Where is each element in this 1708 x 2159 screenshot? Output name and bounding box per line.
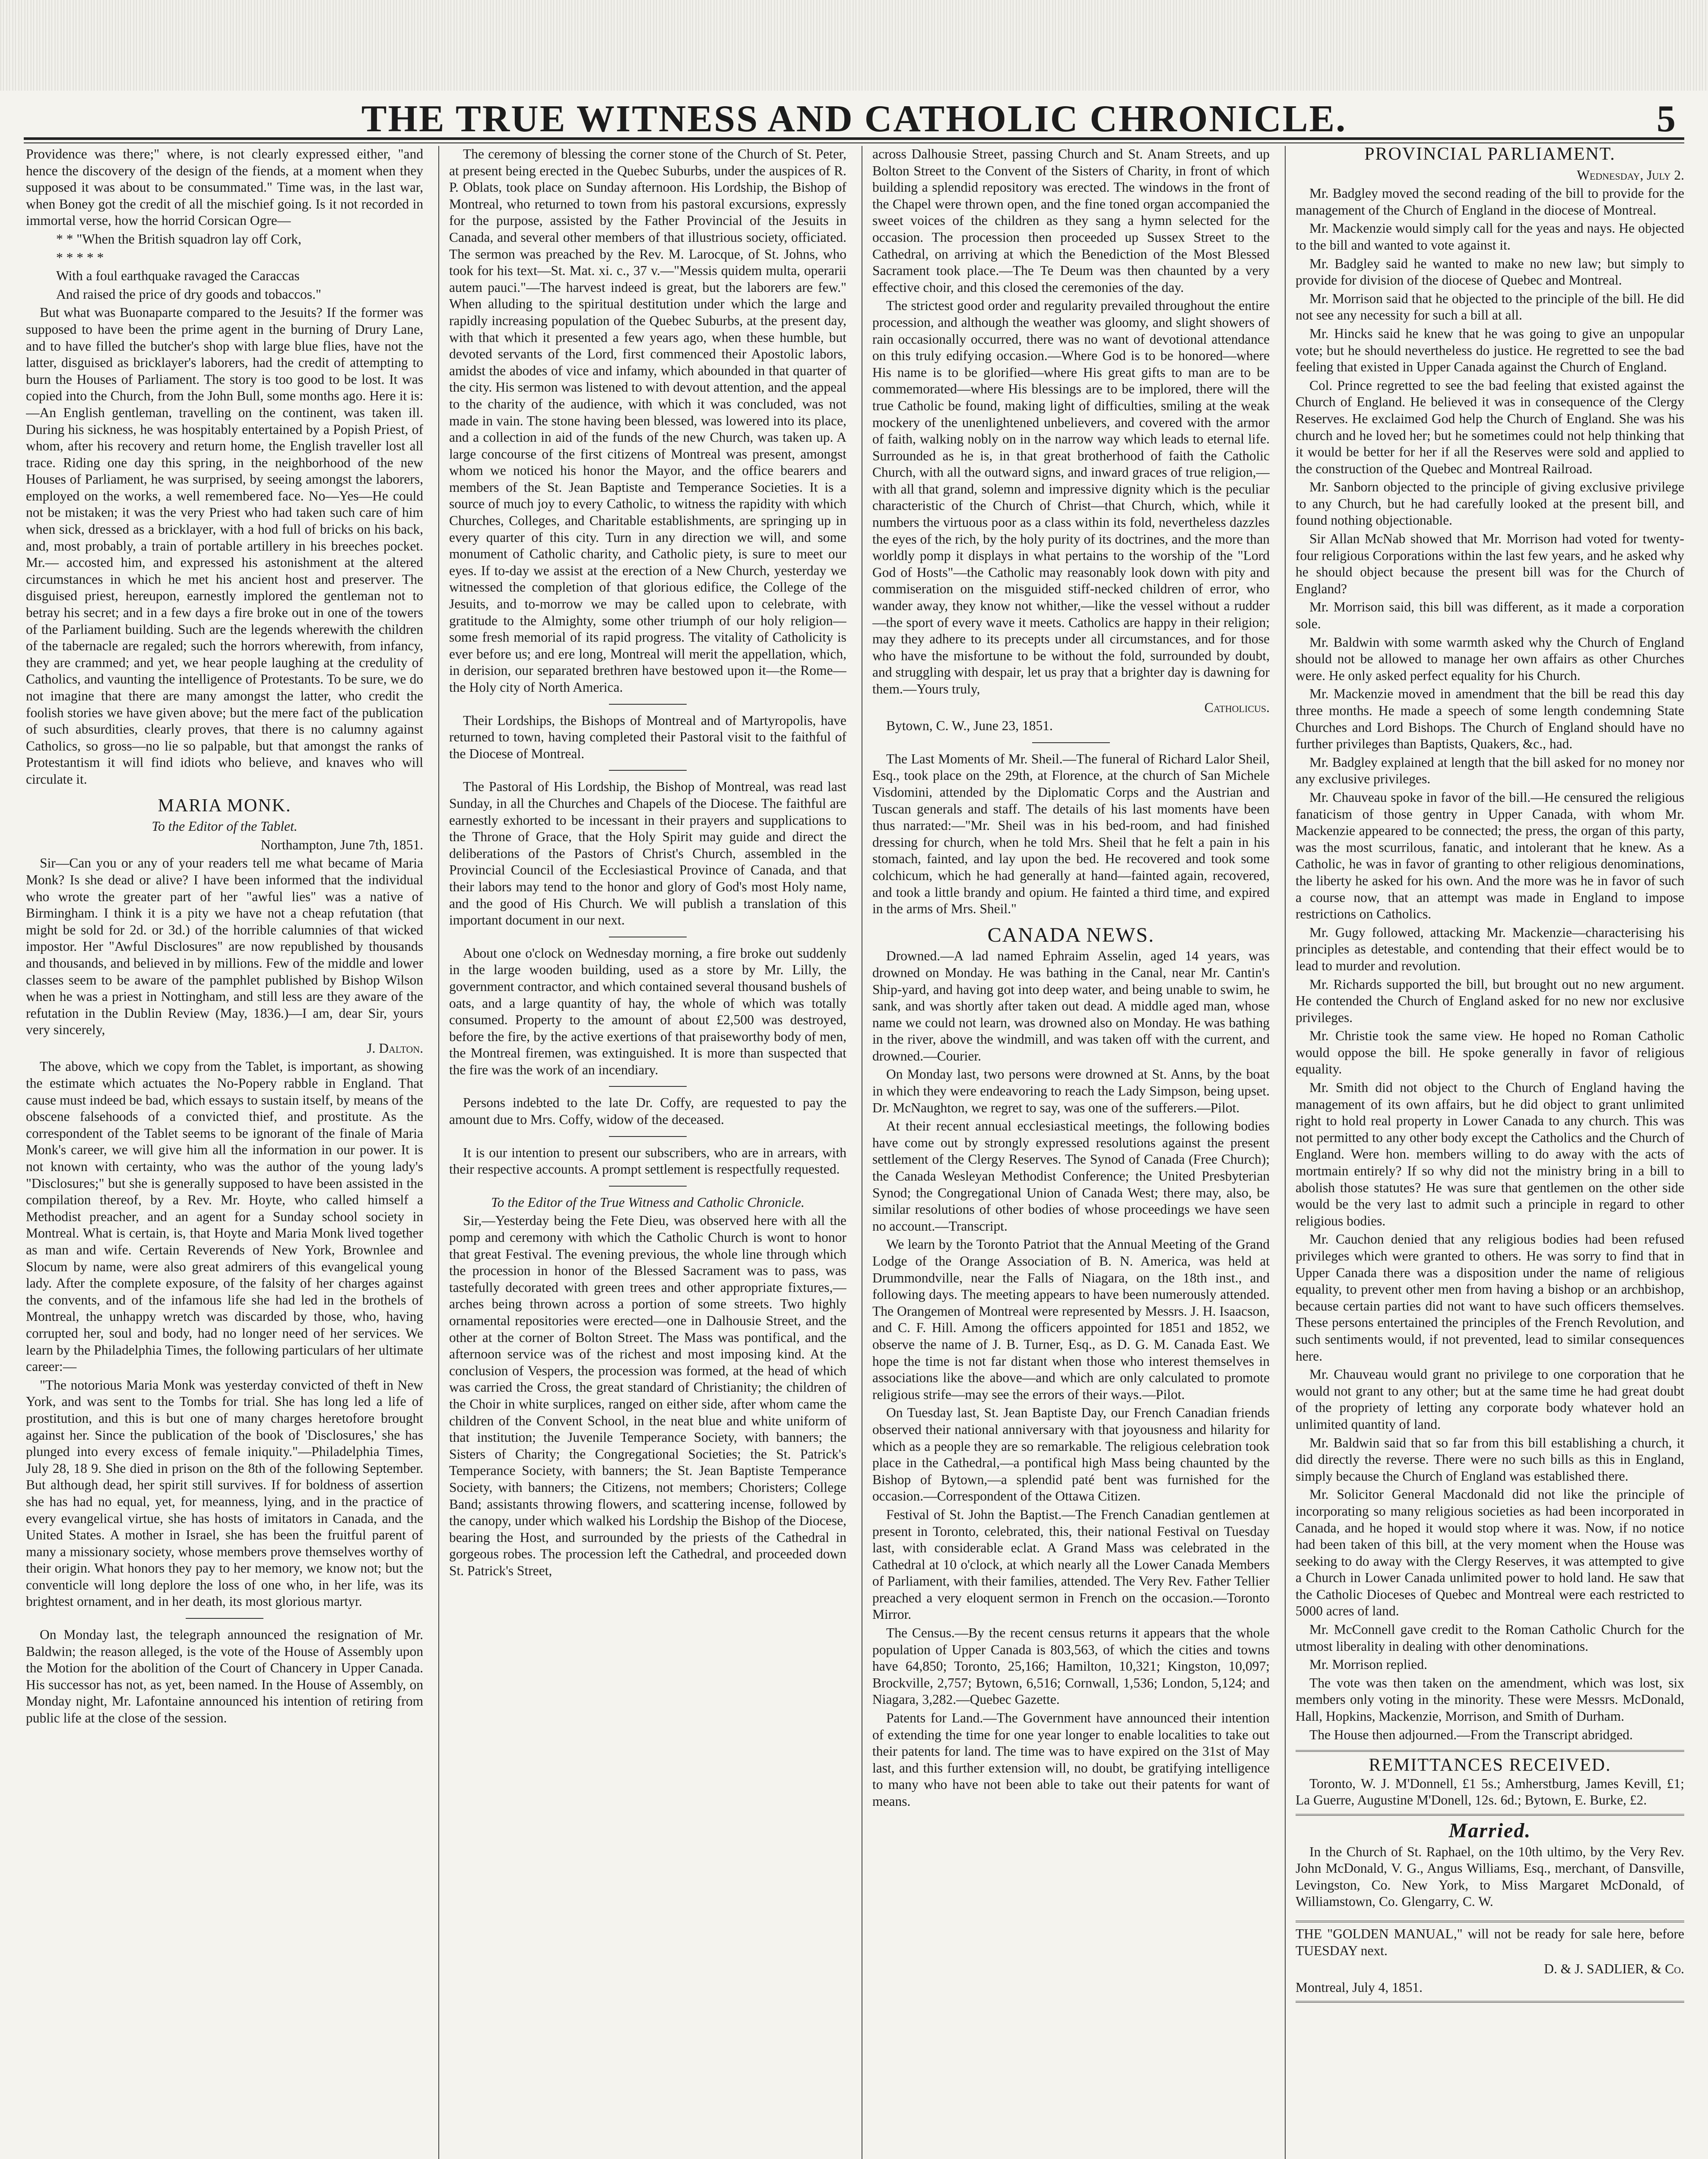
signature: Catholicus. [1204, 700, 1270, 715]
parliament-paragraph: Mr. Richards supported the bill, but brought out no new argument. He contended the Church of England asked for no new nor exclusive privileges. [1296, 976, 1684, 1025]
parliament-paragraph: The House then adjourned.—From the Transcript abridged. [1309, 1727, 1633, 1742]
news-item: The Census.—By the recent census returns it appears that the whole population of Upper Canada is 803,563, of which the cities and towns have 64,850; Toronto, 25,166; Hamilton, 10,321; Kingston, 10,097; Brockville, 2,757; Bytown, 6,516; Cornwall, 1,536; London, 5,124; and Niagara, 3,282.—Quebec Gazette. [872, 1625, 1270, 1707]
article-text: It is our intention to present our subscribers, who are in arrears, with their respective accounts. A prompt settlement is respectfully requested. [449, 1145, 846, 1177]
section-heading: CANADA NEWS. [987, 923, 1155, 947]
separator-rule [609, 1136, 687, 1137]
parliament-paragraph: Mr. Smith did not object to the Church of England having the management of its own affairs, but he did object to grant unlimited right to hold real property in Lower Canada to any church. This was not permitted to any other body except the Catholics and the Church of England. Were hon. members willing to do away with the acts of mortmain entirely? If so why did not the ministry bring in a bill to abolish those statutes? He was sure that gentlemen on the other side would be the very last to admit such a principle in regard to other religious bodies. [1296, 1080, 1684, 1228]
quoted-text: "The notorious Maria Monk was yesterday convicted of theft in New York, and was sent to the Tombs for trial. She has long led a life of prostitution, and this is but one of many charges heretofore brought against her. Since the publication of the book of 'Disclosures,' she has plunged into every excess of female iniquity."—Philadelphia Times, July 28, 18 9. She died in prison on the 8th of the following September. But although dead, her spirit still survives. If for boldness of assertion she has had no equal, yet, for meanness, lying, and in the practice of every evangelical virtue, she has hosts of imitators in Canada, and the United States. A mother in Israel, she has been the fruitful parent of many a missionary society, whose members prove themselves worthy of their origin. What honors they pay to her memory, we know not; but the conventicle will long deplore the loss of one who, in her life, was its brightest ornament, and in her death, its most glorious martyr. [26, 1377, 423, 1609]
parliament-paragraph: The vote was then taken on the amendment, which was lost, six members only voting in the minority. These were Messrs. McDonald, Hall, Hopkins, Mackenzie, Morrison, and Smith of Durham. [1296, 1675, 1684, 1724]
remittances-text: Toronto, W. J. M'Donnell, £1 5s.; Amherstburg, James Kevill, £1; La Guerre, Augustine M'Donell, 12s. 6d.; Bytown, E. Burke, £2. [1296, 1776, 1684, 1808]
dateline: Wednesday, July 2. [1577, 167, 1684, 183]
parliament-paragraph: Mr. Badgley explained at length that the bill asked for no money nor any exclusive privileges. [1296, 754, 1684, 787]
news-item: Festival of St. John the Baptist.—The French Canadian gentlemen at present in Toronto, celebrated, this, their national Festival on Tuesday last, with considerable eclat. A Grand Mass was celebrated in the Cathedral at 10 o'clock, at which nearly all the Lower Canada Members of Parliament, with their families, attended. The Very Rev. Father Tellier preached a very eloquent sermon in French on the occasion.—Toronto Mirror. [872, 1507, 1270, 1622]
news-item: We learn by the Toronto Patriot that the Annual Meeting of the Grand Lodge of the Orange Association of B. N. America, was held at Drummondville, near the Falls of Niagara, on the 18th inst., and following days. The meeting appears to have been numerously attended. The Orangemen of Montreal were represented by Messrs. J. H. Isaacson, and C. F. Hill. Among the officers appointed for 1851 and 1852, we observe the name of J. B. Turner, Esq., as D. G. M. Canada East. We hope the time is not far distant when those who interest themselves in associations like the above—and which are only calculated to promote religious strife—may see the errors of their ways.—Pilot. [872, 1237, 1270, 1402]
parliament-paragraph: Mr. Morrison replied. [1309, 1657, 1427, 1672]
section-heading: REMITTANCES RECEIVED. [1369, 1755, 1611, 1776]
separator-rule [186, 1618, 263, 1619]
parliament-paragraph: Mr. Cauchon denied that any religious bodies had been refused privileges which were granted to others. He was sorry to find that in Upper Canada there was a disposition under the name of religious equality, to prevent other men from having a bishop or an archbishop, because certain parties did not want to have such officers themselves. These persons entertained the principles of the French Revolution, and such sentiments would, if not prevented, lead to similar consequences here. [1296, 1231, 1684, 1364]
column-divider-1 [438, 146, 439, 2159]
page-top-band [0, 0, 1708, 91]
news-item: At their recent annual ecclesiastical meetings, the following bodies have come out by strongly expressed resolutions against the present settlement of the Clergy Reserves. The Synod of Canada (Free Church); the Canada Wesleyan Methodist Conference; the United Presbyterian Synod; the Congregational Union of Canada West; there may, also, be similar resolutions of other bodies of whose proceedings we have seen no account.—Transcript. [872, 1118, 1270, 1234]
verse-line: With a foul earthquake ravaged the Caraccas [56, 268, 300, 284]
section-heading: Married. [1448, 1819, 1531, 1842]
article-text: Sir—Can you or any of your readers tell me what became of Maria Monk? Is she dead or alive? I have been informed that the individual who wrote the greater part of her "awful lies" was a native of Birmingham. I think it is a pity we have not a cheap refutation (that might be sold for 2d. or 3d.) of the horrible calumnies of that wicked impostor. Her "Awful Disclosures" are now republished by thousands and thousands, and believed in by millions. Few of the middle and lower classes seem to be aware of the pamphlet published by Bishop Wilson when he was a priest in Nottingham, and still less are they aware of the refutation in the Dublin Review (May, 1836.)—I am, dear Sir, yours very sincerely, [26, 855, 423, 1038]
column-3 [872, 146, 1270, 2159]
parliament-paragraph: Mr. Morrison said that he objected to the principle of the bill. He did not see any necessity for such a bill at all. [1296, 291, 1684, 323]
advertisement-date: Montreal, July 4, 1851. [1296, 1979, 1423, 1995]
page-number: 5 [1657, 98, 1676, 140]
news-item: Patents for Land.—The Government have announced their intention of extending the time for one year longer to enable localities to take out their patents for land. The time was to have expired on the 31st of May last, and this further extension will, no doubt, be gratifying intelligence to many who have not been able to take out their patents for want of means. [872, 1710, 1270, 1809]
article-text: The Last Moments of Mr. Sheil.—The funeral of Richard Lalor Sheil, Esq., took place on the 29th, at Florence, at the church of San Michele Visdomini, attended by the Diplomatic Corps and the Austrian and Tuscan generals and staff. The details of his last moments have been thus narrated:—"Mr. Sheil was in his bed-room, and had finished dressing for church, when he told Mrs. Sheil that he felt a pain in his stomach, fainted, and lay upon the bed. He recovered and took some colchicum, which he had generally at hand—fainted again, recovered, and took a little brandy and opium. He fainted a third time, and expired in the arms of Mrs. Sheil." [872, 751, 1270, 917]
parliament-paragraph: Mr. Sanborn objected to the principle of giving exclusive privilege to any Church, but he had carefully looked at the present bill, and found nothing objectionable. [1296, 479, 1684, 528]
parliament-paragraph: Mr. Chauveau would grant no privilege to one corporation that he would not grant to any other; but at the same time he had great doubt of the propriety of letting any corporate body whatever hold an unlimited quantity of land. [1296, 1367, 1684, 1432]
advertisement-signature: D. & J. SADLIER, & Co. [1544, 1961, 1684, 1977]
verse-line: And raised the price of dry goods and tobaccos." [56, 286, 321, 302]
article-text: On Monday last, the telegraph announced the resignation of Mr. Baldwin; the reason alleged, is the vote of the House of Assembly upon the Motion for the abolition of the Court of Chancery in Upper Canada. His successor has not, as yet, been named. In the House of Assembly, on Monday night, Mr. Lafontaine announced his intention of retiring from public life at the close of the session. [26, 1627, 423, 1726]
parliament-paragraph: Mr. Hincks said he knew that he was going to give an unpopular vote; but he should nevertheless do justice. He regretted to see the bad feeling that existed in Upper Canada against the Church of England. [1296, 326, 1684, 375]
parliament-paragraph: Mr. Mackenzie moved in amendment that the bill be read this day three months. He made a speech of some length condemning State Churches and Lord Bishops. The Church of England should have no further privileges than Baptists, Quakers, &c., had. [1296, 686, 1684, 752]
advertisement-text: THE "GOLDEN MANUAL," will not be ready for sale here, before TUESDAY next. [1296, 1926, 1684, 1958]
article-text: About one o'clock on Wednesday morning, a fire broke out suddenly in the large wooden building, used as a store by Mr. Lilly, the government contractor, and which contained several thousand bushels of oats, and a large quantity of hay, the whole of which was totally consumed. Property to the amount of about £2,500 was destroyed, before the fire, by the active exertions of that praiseworthy body of men, the Montreal firemen, was extinguished. It is more than suspected that the fire was the work of an incendiary. [449, 945, 846, 1077]
article-text: The ceremony of blessing the corner stone of the Church of St. Peter, at present being erected in the Quebec Suburbs, under the auspices of R. P. Oblats, took place on Sunday afternoon. His Lordship, the Bishop of Montreal, who returned to town from his pastoral excursions, expressly for the purpose, assisted by the Father Provincial of the Jesuits in Canada, and several other members of that illustrious society, officiated. The sermon was preached by the Rev. M. Larocque, of St. Johns, who took for his text—St. Mat. xi. c., 37 v.—"Messis quidem multa, operarii autem pauci."—The harvest indeed is great, but the laborers are few." When alluding to the spiritual destitution under which the large and rapidly increasing population of the Quebec Suburbs, at the present day, with that which it presented a few years ago, when these humble, but devoted servants of the Lord, first commenced their Apostolic labors, amidst the abodes of vice and infamy, which abounded in that quarter of the city. His sermon was listened to with devout attention, and the appeal to the charity of the audience, with which it was concluded, was not made in vain. The stone having been blessed, was lowered into its place, and a collection in aid of the funds of the new Church, was taken up. A large concourse of the first citizens of Montreal was present, amongst whom we noticed his honor the Mayor, and the office bearers and members of the St. Jean Baptiste and Temperance Societies. It is a source of much joy to every Catholic, to witness the rapidity with which Churches, Colleges, and Charitable establishments, are springing up in every quarter of this city. Turn in any direction we will, and some monument of Catholic charity, and Catholic piety, is sure to meet our eyes. If to-day we assist at the erection of a New Church, yesterday we witnessed the completion of that glorious edifice, the College of the Jesuits, and to-morrow we may be called upon to celebrate, with gratitude to the Almighty, some other triumph of our holy religion—some fresh memorial of its rapid progress. The vitality of Catholicity is ever before us; and ere long, Montreal will merit the appellation, which, in derision, our separated brethren have bestowed upon it—the Rome—the Holy city of North America. [449, 146, 846, 695]
verse-line: * * * * * [56, 250, 104, 265]
separator-rule [1032, 742, 1110, 743]
article-text: But what was Buonaparte compared to the Jesuits? If the former was supposed to have been the prime agent in the burning of Drury Lane, and to have filled the butcher's shop with large blue flies, have not the latter, disguised as bricklayer's laborers, had the credit of attempting to burn the Houses of Parliament. The story is too good to be lost. It was copied into the Church, from the John Bull, some months ago. Here it is:—An English gentleman, travelling on the continent, was taken ill. During his sickness, he was hospitably entertained by a Popish Priest, of whom, after his recovery and return home, the English traveller lost all trace. Riding one day this spring, in the neighborhood of the new Houses of Parliament, he was surprised, by seeing amongst the laborers, employed on the works, a well remembered face. No—Yes—He could not be mistaken; it was the very Priest who had taken such care of him when sick, dressed as a bricklayer, with a hod full of bricks on his back, and, most probably, a train of portable artillery in his breeches pocket. Mr.— accosted him, and expressed his astonishment at the altered circumstances in which he met his ancient host and preserver. The disguised priest, hereupon, earnestly implored the gentleman not to betray his secret; and in a few days a fire broke out in one of the towers of the Parliament building. Such are the legends wherewith the children of the tabernacle are regaled; such the horrors wherewith, from infancy, they are crammed; and yet, we hear people laughing at the credulity of Catholics, and vaunting the intelligence of Protestants. To be sure, we do not imagine that there are many amongst the latter, who credit the foolish stories we have given above; but the mere fact of the publication of such absurdities, clearly proves, that there is no calumny against Catholics, so gross—no lie so palpable, but that amongst the ranks of Protestantism it will find idiots who believe, and knaves who will circulate it. [26, 305, 423, 787]
article-text: across Dalhousie Street, passing Church and St. Anam Streets, and up Bolton Street to the Convent of the Sisters of Charity, in front of which building a splendid repository was erected. The windows in the front of the Chapel were thrown open, and the fine toned organ accompanied the sweet voices of the children as they sang a hymn selected for the occasion. The procession then proceeded up Sussex Street to the Cathedral, on arriving at which the Benediction of the Most Blessed Sacrament took place.—The Te Deum was then chaunted by a very effective choir, and this closed the ceremonies of the day. [872, 146, 1270, 295]
article-text: The above, which we copy from the Tablet, is important, as showing the estimate which actuates the No-Popery rabble in England. That cause must indeed be bad, which essays to sustain itself, by means of the obscene falsehoods of a convicted thief, and prostitute. As the correspondent of the Tablet seems to be ignorant of the finale of Maria Monk's career, we will give him all the information in our power. It is not known with certainty, who was the author of the young lady's "Disclosures;" but she is generally supposed to have been assisted in the compilation thereof, by a Rev. Mr. Hoyte, who called himself a Methodist preacher, and an agent for a Sunday school society in Montreal. What is certain, is, that Hoyte and Maria Monk lived together as man and wife. Certain Reverends of New York, Brownlee and Slocum by name, were also great admirers of this evangelical young lady. After the complete exposure, of the falsity of her charges against the convents, and of the infamous life she had led in the brothels of Montreal, the unhappy wretch was discarded by those, who, having corrupted her, soul and body, had no longer need of her services. We learn by the Philadelphia Times, the following particulars of her ultimate career:— [26, 1059, 423, 1374]
parliament-paragraph: Mr. Christie took the same view. He hoped no Roman Catholic would oppose the bill. He spoke generally in favor of religious equality. [1296, 1028, 1684, 1077]
dateline: Bytown, C. W., June 23, 1851. [886, 718, 1053, 734]
letter-heading: To the Editor of the True Witness and Catholic Chronicle. [491, 1194, 805, 1210]
article-text: The strictest good order and regularity prevailed throughout the entire procession, and although the weather was gloomy, and slight showers of rain occasionally occurred, there was no want of devotional attendance on this truly edifying occasion.—Where God is to be honored—where His name is to be glorified—where His great gifts to man are to be commemorated—where His blessings are to be implored, there will the true Catholic be found, making light of difficulties, smiling at the weak mockery of the unenlightened unbelievers, and covered with the armor of faith, walking nobly on in the narrow way which leads to eternal life. Surrounded as he is, in that great brotherhood of faith the Catholic Church, with all the outward signs, and inward graces of true religion,—with all that grand, solemn and impressive dignity which is the peculiar characteristic of the Church of Christ—that Church, which, while it numbers the virtuous poor as a class within its fold, nevertheless dazzles the eyes of the rich, by the holy purity of its doctrines, and the more than worldly pomp it displays in what pertains to the worship of the "Lord God of Hosts"—the Catholic may reasonably look down with pity and commiseration on the misguided stiff-necked children of error, who wander away, they know not whither,—like the vessel without a rudder—the sport of every wave it meets. Catholics are happy in their religion; may they adhere to its precepts under all circumstances, and for those who have the misfortune to be without the fold, surrounded by doubt, and struggling with despair, let us pray that a brighter day is dawning for them.—Yours truly, [872, 298, 1270, 696]
parliament-report [1296, 185, 1684, 1743]
article-text: Persons indebted to the late Dr. Coffy, are requested to pay the amount due to Mrs. Coffy, widow of the deceased. [449, 1095, 846, 1127]
signature: J. Dalton. [367, 1040, 423, 1056]
article-text: The Pastoral of His Lordship, the Bishop of Montreal, was read last Sunday, in all the Churches and Chapels of the Diocese. The faithful are earnestly exhorted to be incessant in their prayers and supplications to the Throne of Grace, that the Holy Spirit may guide and direct the deliberations of the Pastors of Christ's Church, assembled in the Provincial Council of the Ecclesiastical Province of Canada, and that their labors may tend to the honor and glory of God's most Holy name, and the good of His Church. We will publish a translation of this important document in our next. [449, 779, 846, 928]
separator-rule [609, 704, 687, 705]
remittances-box [1296, 1750, 1684, 1816]
parliament-paragraph: Mr. Mackenzie would simply call for the yeas and nays. He objected to the bill and wanted to vote against it. [1296, 221, 1684, 253]
parliament-paragraph: Mr. Solicitor General Macdonald did not like the principle of incorporating so many religious societies as had been incorporated in Canada, and he hoped it would stop where it was. Now, if no notice had been taken of this bill, at the very moment when the House was seeking to do away with the Clergy Reserves, it was attempted to give a Church in Lower Canada unlimited power to hold land. He saw that the Catholic Dioceses of Quebec and Montreal were each restricted to 5000 acres of land. [1296, 1487, 1684, 1619]
column-divider-3 [1285, 146, 1286, 2159]
marriage-notice: In the Church of St. Raphael, on the 10th ultimo, by the Very Rev. John McDonald, V. G., Angus Williams, Esq., merchant, of Dansville, Levingston, Co. New York, to Miss Margaret McDonald, of Williamstown, Co. Glengarry, C. W. [1296, 1844, 1684, 1909]
section-heading: PROVINCIAL PARLIAMENT. [1364, 146, 1616, 164]
parliament-paragraph: Mr. Morrison said, this bill was different, as it made a corporation sole. [1296, 599, 1684, 632]
verse-line: * * "When the British squadron lay off Cork, [56, 231, 301, 247]
parliament-paragraph: Mr. McConnell gave credit to the Roman Catholic Church for the utmost liberality in dealing with other denominations. [1296, 1622, 1684, 1654]
masthead-rule-thin [24, 142, 1684, 143]
parliament-paragraph: Mr. Badgley said he wanted to make no new law; but simply to provide for division of the diocese of Quebec and Montreal. [1296, 256, 1684, 288]
parliament-paragraph: Mr. Baldwin said that so far from this bill establishing a church, it did directly the reverse. There were no such bills as this in England, simply because the Church of England was established there. [1296, 1435, 1684, 1484]
dateline: Northampton, June 7th, 1851. [260, 837, 423, 852]
parliament-paragraph: Mr. Baldwin with some warmth asked why the Church of England should not be allowed to manage her own affairs as other Churches were. He only asked perfect equality for his Church. [1296, 634, 1684, 683]
separator-rule [609, 1186, 687, 1187]
article-text: Providence was there;" where, is not clearly expressed either, "and hence the discovery of the design of the fiends, at a moment when they supposed it was about to be consummated." Time was, in the last war, when Boney got the credit of all the mischief going. Is it not recorded in immortal verse, how the horrid Corsican Ogre— [26, 146, 423, 228]
masthead-title: THE TRUE WITNESS AND CATHOLIC CHRONICLE. [361, 98, 1347, 140]
section-subheading: To the Editor of the Tablet. [152, 819, 298, 834]
column-1 [26, 146, 423, 2159]
news-item: Drowned.—A lad named Ephraim Asselin, aged 14 years, was drowned on Monday. He was bathing in the Canal, near Mr. Cantin's Ship-yard, and having got into deep water, and being unable to swim, he sank, and was shortly after taken out dead. A middle aged man, whose name we could not learn, was drowned also on Monday. He was bathing in the river, above the windmill, and was taken off with the current, and drowned.—Courier. [872, 948, 1270, 1064]
article-text: Sir,—Yesterday being the Fete Dieu, was observed here with all the pomp and ceremony with which the Catholic Church is wont to honor that great Festival. The evening previous, the whole line through which the procession in honor of the Blessed Sacrament was to pass, was tastefully decorated with green trees and other appropriate fixtures,—arches being thrown across a portion of some streets. Two highly ornamental repositories were erected—one in Dalhousie Street, and the other at the corner of Bolton Street. The Mass was pontifical, and the afternoon service was of the richest and most imposing kind. At the conclusion of Vespers, the procession was formed, at the head of which was carried the Cross, the great standard of Christianity; the children of the Choir in white surplices, ranged on either side, after whom came the children of the Convent School, in the neat blue and white uniform of that institution; the Juvenile Temperance Society, with banners; the Sisters of Charity; the Congregational Societies; the St. Patrick's Temperance Society, with banners; the St. Jean Baptiste Temperance Society, with banners; the Citizens, not members; Choristers; College Band; assistants throwing flowers, and scattering incense, followed by the canopy, under which walked his Lordship the Bishop of the Diocese, bearing the Host, and surrounded by the priests of the Cathedral in gorgeous robes. The procession left the Cathedral, and proceeded down St. Patrick's Street, [449, 1213, 846, 1578]
parliament-paragraph: Sir Allan McNab showed that Mr. Morrison had voted for twenty-four religious Corporations within the last few years, and he asked why he should object because the present bill was for the Church of England? [1296, 531, 1684, 596]
column-2 [449, 146, 846, 2159]
parliament-paragraph: Mr. Badgley moved the second reading of the bill to provide for the management of the Church of England in the diocese of Montreal. [1296, 186, 1684, 218]
article-text: Their Lordships, the Bishops of Montreal and of Martyropolis, have returned to town, having completed their Pastoral visit to the faithful of the Diocese of Montreal. [449, 712, 846, 761]
masthead-rule [24, 137, 1684, 140]
separator-rule [609, 1086, 687, 1087]
masthead [0, 84, 1708, 140]
parliament-paragraph: Mr. Gugy followed, attacking Mr. Mackenzie—characterising his principles as detestable, and contending that their effect would be to lead to murder and revolution. [1296, 924, 1684, 973]
separator-rule [609, 770, 687, 771]
news-item: On Tuesday last, St. Jean Baptiste Day, our French Canadian friends observed their national anniversary with that joyousness and hilarity for which as a people they are so remarkable. The religious celebration took place in the Cathedral,—a pontifical high Mass being chaunted by the Bishop of Bytown,—a splendid paté bent was furnished for the occasion.—Correspondent of the Ottawa Citizen. [872, 1405, 1270, 1504]
column-4 [1296, 146, 1684, 2159]
parliament-paragraph: Mr. Chauveau spoke in favor of the bill.—He censured the religious fanaticism of those gentry in Upper Canada, with whom Mr. Mackenzie appeared to be connected; the press, the organ of this party, was the most scurrilous, fanatic, and intolerant that he knew. As a Catholic, he was in favor of granting to other religious denominations, the liberty he asked for his own. And the more was he in favor of such a course now, that an attempt was made in England to impose restrictions on Catholics. [1296, 789, 1684, 922]
news-item: On Monday last, two persons were drowned at St. Anns, by the boat in which they were endeavoring to reach the Lady Simpson, being upset. Dr. McNaughton, we regret to say, was one of the sufferers.—Pilot. [872, 1067, 1270, 1115]
parliament-paragraph: Col. Prince regretted to see the bad feeling that existed against the Church of England. He believed it was in consequence of the Clergy Reserves. He exclaimed God help the Church of England. She was his church and he loved her; but he sometimes could not help thinking that it would be better for her if all the Reserves were sold and applied to the construction of the Quebec and Montreal Railroad. [1296, 377, 1684, 476]
advertisement [1296, 1921, 1684, 2003]
section-heading: MARIA MONK. [158, 795, 292, 816]
